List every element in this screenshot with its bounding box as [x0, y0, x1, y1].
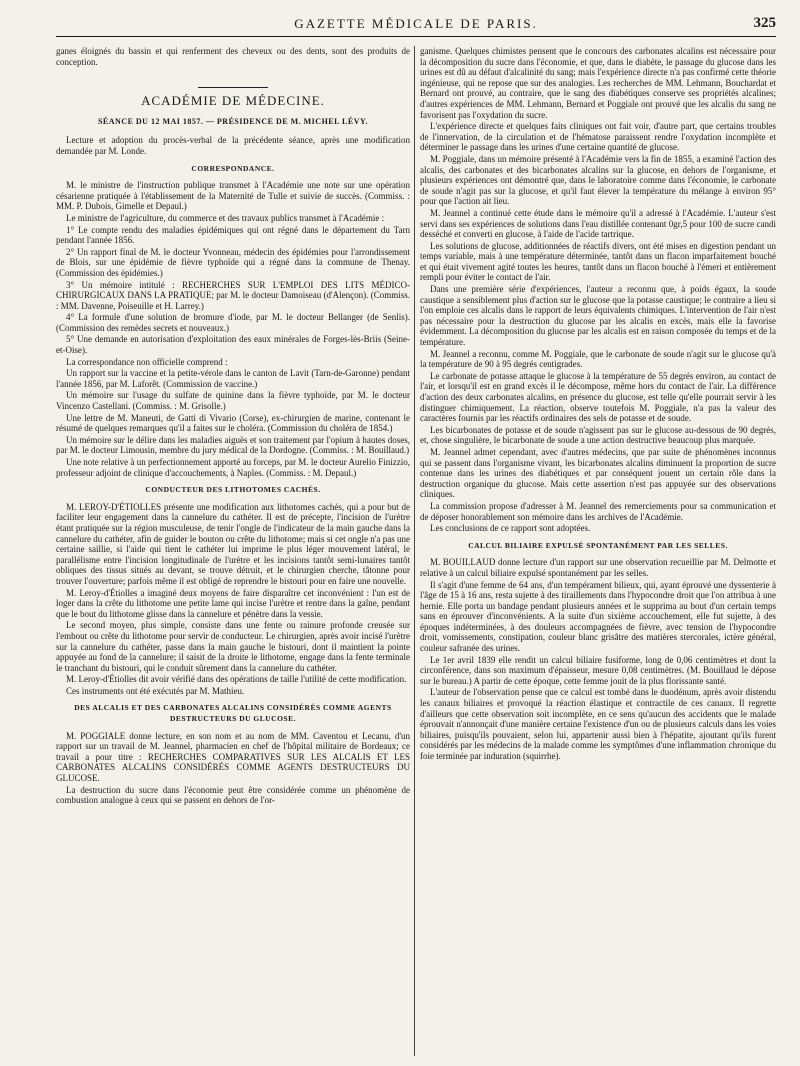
paragraph: 3° Un mémoire intitulé : RECHERCHES SUR L'EMPLOI DES LITS MÉDICO-CHIRURGICAUX DANS LA PRATIQUE; par M. le docteur Damoiseau (d'Alençon). (Commiss. : MM. Davenne, Poiseuille et H. Larrey.): [56, 279, 410, 311]
correspondance-list: [56, 180, 410, 478]
paragraph: Un mémoire sur le délire dans les maladies aiguës et son traitement par l'opium à hautes doses, par M. le docteur Limousin, membre du jury médical de la Dordogne. (Commiss. : M. Bouillaud.): [56, 434, 410, 456]
correspondance-heading: CORRESPONDANCE.: [191, 163, 275, 173]
paragraph: M. Poggiale, dans un mémoire présenté à l'Académie vers la fin de 1855, a examiné l'action des alcalis, des carbonates et des bicarbonates alcalins sur la glucose, en dehors de l'organisme, et plusieurs expériences ont démontré que, dans le laboratoire comme dans l'économie, le carbonate de soude n'agit pas sur la glucose, et qu'il faut élever la température du mélange à environ 95° pour que l'action ait lieu.: [420, 153, 776, 207]
paragraph: La destruction du sucre dans l'économie peut être considérée comme un phénomène de combustion analogue à ceux qui se passent en dehors de l'or-: [56, 784, 410, 806]
journal-title: GAZETTE MÉDICALE DE PARIS.: [294, 16, 538, 31]
paragraph: Une note relative à un perfectionnement apporté au forceps, par M. le docteur Aurelio Finizzio, professeur adjoint de clinique d'accouchements, à Naples. (Commiss. : M. Depaul.): [56, 457, 410, 478]
minutes-paragraph: Lecture et adoption du procès-verbal de la précédente séance, après une modification demandée par M. Londe.: [56, 135, 410, 156]
paragraph: 5° Une demande en autorisation d'exploitation des eaux minérales de Forges-lès-Briis (Seine-et-Oise).: [56, 334, 410, 356]
paragraph: L'auteur de l'observation pense que ce calcul est tombé dans le duodénum, après avoir distendu les canaux biliaires et provoqué la réaction élastique et contractile de ces canaux. Il regrette d'ailleurs que cette observation soit incomplète, en ce sens qu'aucun des accidents que le malade éprouvait n'annonçait d'une manière certaine l'existence d'un ou de plusieurs calculs dans les voies biliaires, puisqu'ils pouvaient, selon lui, appartenir aussi bien à l'hépatite, ajoutant qu'ils furent considérés par les médecins de la malade comme les symptômes d'une inflammation chronique du foie terminée par induration (squirrhe).: [420, 687, 776, 761]
paragraph: L'expérience directe et quelques faits cliniques ont fait voir, d'autre part, que certains troubles de l'innervation, de la circulation et de l'hématose paraissent rendre l'oxydation incomplète et déterminer le passage dans les urines d'une certaine quantité de glucose.: [420, 121, 776, 153]
paragraph: La correspondance non officielle comprend :: [66, 356, 228, 367]
paragraph: Le 1er avril 1839 elle rendit un calcul biliaire fusiforme, long de 0,06 centimètres et dont la circonférence, dans son maximum d'épaisseur, mesure 0,08 centimètres. (M. Bouillaud le dépose sur le bureau.) A partir de cette époque, cette femme jouit de la plus florissante santé.: [420, 654, 776, 686]
paragraph: Dans une première série d'expériences, l'auteur a reconnu que, à poids égaux, la soude caustique a sensiblement plus d'action sur le glucose que la potasse caustique; le contraire a lieu si l'on emploie ces alcalis dans le rapport de leurs équivalents chimiques. L'intervention de l'air n'est pas nécessaire pour la destruction du glucose par les alcalis en excès, mais elle la favorise évidemment. La décomposition du glucose par les alcalis est en raison composée du temps et de la température.: [420, 284, 776, 348]
paragraph: Un rapport sur la vaccine et la petite-vérole dans le canton de Lavit (Tarn-de-Garonne) pendant l'année 1856, par M. Laforêt. (Commission de vaccine.): [56, 368, 410, 389]
calcul-heading: CALCUL BILIAIRE EXPULSÉ SPONTANÉMENT PAR LES SELLES.: [468, 540, 728, 550]
column-divider: [414, 46, 415, 1056]
paragraph: M. Leroy-d'Étiolles dit avoir vérifié dans des opérations de taille l'utilité de cette modification.: [66, 674, 407, 685]
section-rule: [198, 87, 268, 88]
lithotome-heading: CONDUCTEUR DES LITHOTOMES CACHÉS.: [145, 485, 321, 495]
academy-title: ACADÉMIE DE MÉDECINE.: [141, 93, 325, 109]
right-column: [420, 46, 776, 1056]
lithotome-section: [56, 502, 410, 697]
paragraph: M. Leroy-d'Étiolles a imaginé deux moyens de faire disparaître cet inconvénient : l'un est de loger dans la crête du lithotome une petite lame qui incise l'urètre et rentre dans la gaîne, pendant que le bout du lithotome glisse dans la cannelure et pénètre dans la vessie.: [56, 587, 410, 619]
paragraph: 4° La formule d'une solution de bromure d'iode, par M. le docteur Bellanger (de Senlis). (Commission des remèdes secrets et nouveaux.): [56, 312, 410, 333]
paragraph: Une lettre de M. Maneuti, de Gatti di Vivario (Corse), ex-chirurgien de marine, contenant le résumé de quelques remarques qu'il a faites sur le choléra. (Commission du choléra de 1854.): [56, 412, 410, 434]
paragraph: 2° Un rapport final de M. le docteur Yvonneau, médecin des épidémies pour l'arrondissement de Blois, sur une épidémie de fièvre typhoïde qui a régné dans la commune de Thenay. (Commission des épidémies.): [56, 246, 410, 278]
paragraph: M. Jeannel admet cependant, avec d'autres médecins, que par suite de phénomènes inconnus qui se passent dans l'organisme vivant, les bicarbonates alcalins diminuent la proportion de sucre contenue dans les urines des diabétiques et par conséquent jouent un certain rôle dans la destruction organique du glucose. Mais cette assertion n'est pas appuyée sur des observations cliniques.: [420, 446, 776, 500]
paragraph: Il s'agit d'une femme de 64 ans, d'un tempérament bilieux, qui, ayant éprouvé une dyssenterie à l'âge de 15 à 16 ans, resta sujette à des tiraillements dans l'hypocondre droit que l'on attribua à une hernie. Elle porta un bandage pendant plusieurs années et le supprima au bout d'un certain temps sans en éprouver d'inconvénients. A la suite d'un sixième accouchement, elle fut sujette, à des époques indéterminées, à des douleurs accompagnées de fièvre, avec tension de l'hypocondre droit, vomissements, constipation, couleur blanc grisâtre des matières stercorales, ictère général, couleur safranée des urines.: [420, 579, 776, 654]
paragraph: Ces instruments ont été exécutés par M. Mathieu.: [66, 685, 245, 696]
continued-text: ganes éloignés du bassin et qui renferment des cheveux ou des dents, sont des produits de conception.: [56, 46, 410, 67]
alcalis-heading: DES ALCALIS ET DES CARBONATES ALCALINS CONSIDÉRÉS COMME AGENTS DESTRUCTEURS DU GLUCOSE.: [74, 703, 392, 724]
paragraph: M. POGGIALE donne lecture, en son nom et au nom de MM. Caventou et Lecanu, d'un rapport sur un travail de M. Jeannel, pharmacien en chef de l'hôpital militaire de Bordeaux; ce travail a pour titre : RECHERCHES COMPARATIVES SUR LES ALCALIS ET LES CARBONATES ALCALINS CONSIDÉRÉS COMME AGENTS DESTRUCTEURS DU GLUCOSE.: [56, 730, 410, 784]
continued-text: ganisme. Quelques chimistes pensent que le concours des carbonates alcalins est nécessaire pour la décomposition du sucre dans l'économie, et que, dans le diabète, le passage du glucose dans les urines est dû au défaut d'alcalinité du sang; mais l'expérience directe n'a pas confirmé cette théorie ingénieuse, qui ne repose que sur des analogies. Les recherches de MM. Lehmann, Bouchardat et Bernard ont prouvé, au contraire, que le sang des diabétiques conserve ses propriétés alcalines; d'autres expériences de MM. Lehmann, Bernard et Poggiale ont prouvé que les alcalis du sang ne favorisent pas l'oxydation du sucre.: [420, 46, 776, 120]
paragraph: Le ministre de l'agriculture, du commerce et des travaux publics transmet à l'Académie :: [66, 212, 385, 223]
alcalis-section: [56, 731, 410, 806]
session-line: SÉANCE DU 12 MAI 1857. — PRÉSIDENCE DE M. MICHEL LÉVY.: [97, 116, 369, 126]
paragraph: 1° Le compte rendu des maladies épidémiques qui ont régné dans le département du Tarn pendant l'année 1856.: [56, 224, 410, 246]
paragraph: M. le ministre de l'instruction publique transmet à l'Académie une note sur une opération césarienne pratiquée à l'établissement de la Maternité de Tulle et suivie de succès. (Commiss. : MM. P. Dubois, Gimelle et Depaul.): [56, 180, 410, 212]
paragraph: Les bicarbonates de potasse et de soude n'agissent pas sur le glucose au-dessous de 90 degrés, et, chose singulière, le bicarbonate de soude a une action destructive beaucoup plus marquée.: [420, 424, 776, 446]
paragraph: M. Jeannel a reconnu, comme M. Poggiale, que le carbonate de soude n'agit sur le glucose qu'à la température de 90 à 95 degrés centigrades.: [420, 348, 776, 370]
paragraph: M. Jeannel a continué cette étude dans le mémoire qu'il a adressé à l'Académie. L'auteur s'est servi dans ses expériences de solutions dans l'eau distillée contenant 0gr,5 pour 100 de sucre candi desséché et converti en glucose, à l'aide de l'acide tartrique.: [420, 207, 776, 240]
paragraph: Un mémoire sur l'usage du sulfate de quinine dans la fièvre typhoïde, par M. le docteur Vincenzo Castellani. (Commiss. : M. Grisolle.): [56, 390, 410, 412]
page-number: 325: [753, 15, 776, 31]
paragraph: La commission propose d'adresser à M. Jeannel des remerciements pour sa communication et de déposer honorablement son mémoire dans les archives de l'Académie.: [420, 500, 776, 522]
paragraph: M. BOUILLAUD donne lecture d'un rapport sur une observation recueillie par M. Delmotte et relative à un calcul biliaire expulsé spontanément par les selles.: [420, 557, 776, 578]
running-header: [56, 14, 776, 37]
paragraph: Le second moyen, plus simple, consiste dans une fente ou rainure profonde creusée sur l'embout ou crête du lithotome pour servir de conducteur. Le chirurgien, après avoir incisé l'urètre sur la cannelure du cathéter, passe dans la main gauche le bistouri, dont il maintient la pointe appuyée au fond de la cannelure; il saisit de la droite le lithotome, engage dans la fente terminale le tranchant du bistouri, qui le conduit sûrement dans la cannelure du cathéter.: [56, 620, 410, 673]
paragraph: M. LEROY-D'ÉTIOLLES présente une modification aux lithotomes cachés, qui a pour but de faciliter leur engagement dans la cannelure du cathéter. Il est de précepte, l'incision de l'urètre étant pratiquée sur la région musculeuse, de tenir l'ongle de l'indicateur de la main gauche dans la cannelure du cathéter, afin de guider le bouton ou crête du lithotome; mais si cet ongle n'a pas une certaine saillie, si l'aide qui tient le cathéter lui imprime le plus léger mouvement latéral, le parallélisme entre l'incision longitudinale de l'urètre et les incisions tantôt semi-lunaires tantôt obliques des tissus situés au devant, se trouve détruit, et le chirurgien cherche, tâtonne pour trouver l'ouverture; parfois même il est obligé de reprendre le bistouri pour en faire une nouvelle.: [56, 501, 410, 586]
paragraph: Les solutions de glucose, additionnées de réactifs divers, ont été mises en digestion pendant un temps variable, mais à une température déterminée, tantôt dans un flacon imparfaitement bouché et qui était vivement agité toutes les heures, tantôt dans un flacon bouché à l'émeri et entièrement rempli pour éviter le contact de l'air.: [420, 240, 776, 283]
paragraph: Les conclusions de ce rapport sont adoptées.: [430, 523, 591, 534]
paragraph: Le carbonate de potasse attaque le glucose à la température de 55 degrés environ, au contact de l'air, et lorsqu'il est en grand excès il le décompose, même hors du contact de l'air. La différence d'action des deux carbonates alcalins, en présence du glucose, est telle qu'elle pourrait servir à les distinguer chimiquement. La réaction, observe toutefois M. Poggiale, n'a pas la valeur des caractères fournis par les réactifs ordinaires des sels de potasse et de soude.: [420, 370, 776, 424]
left-column: [56, 46, 410, 1056]
